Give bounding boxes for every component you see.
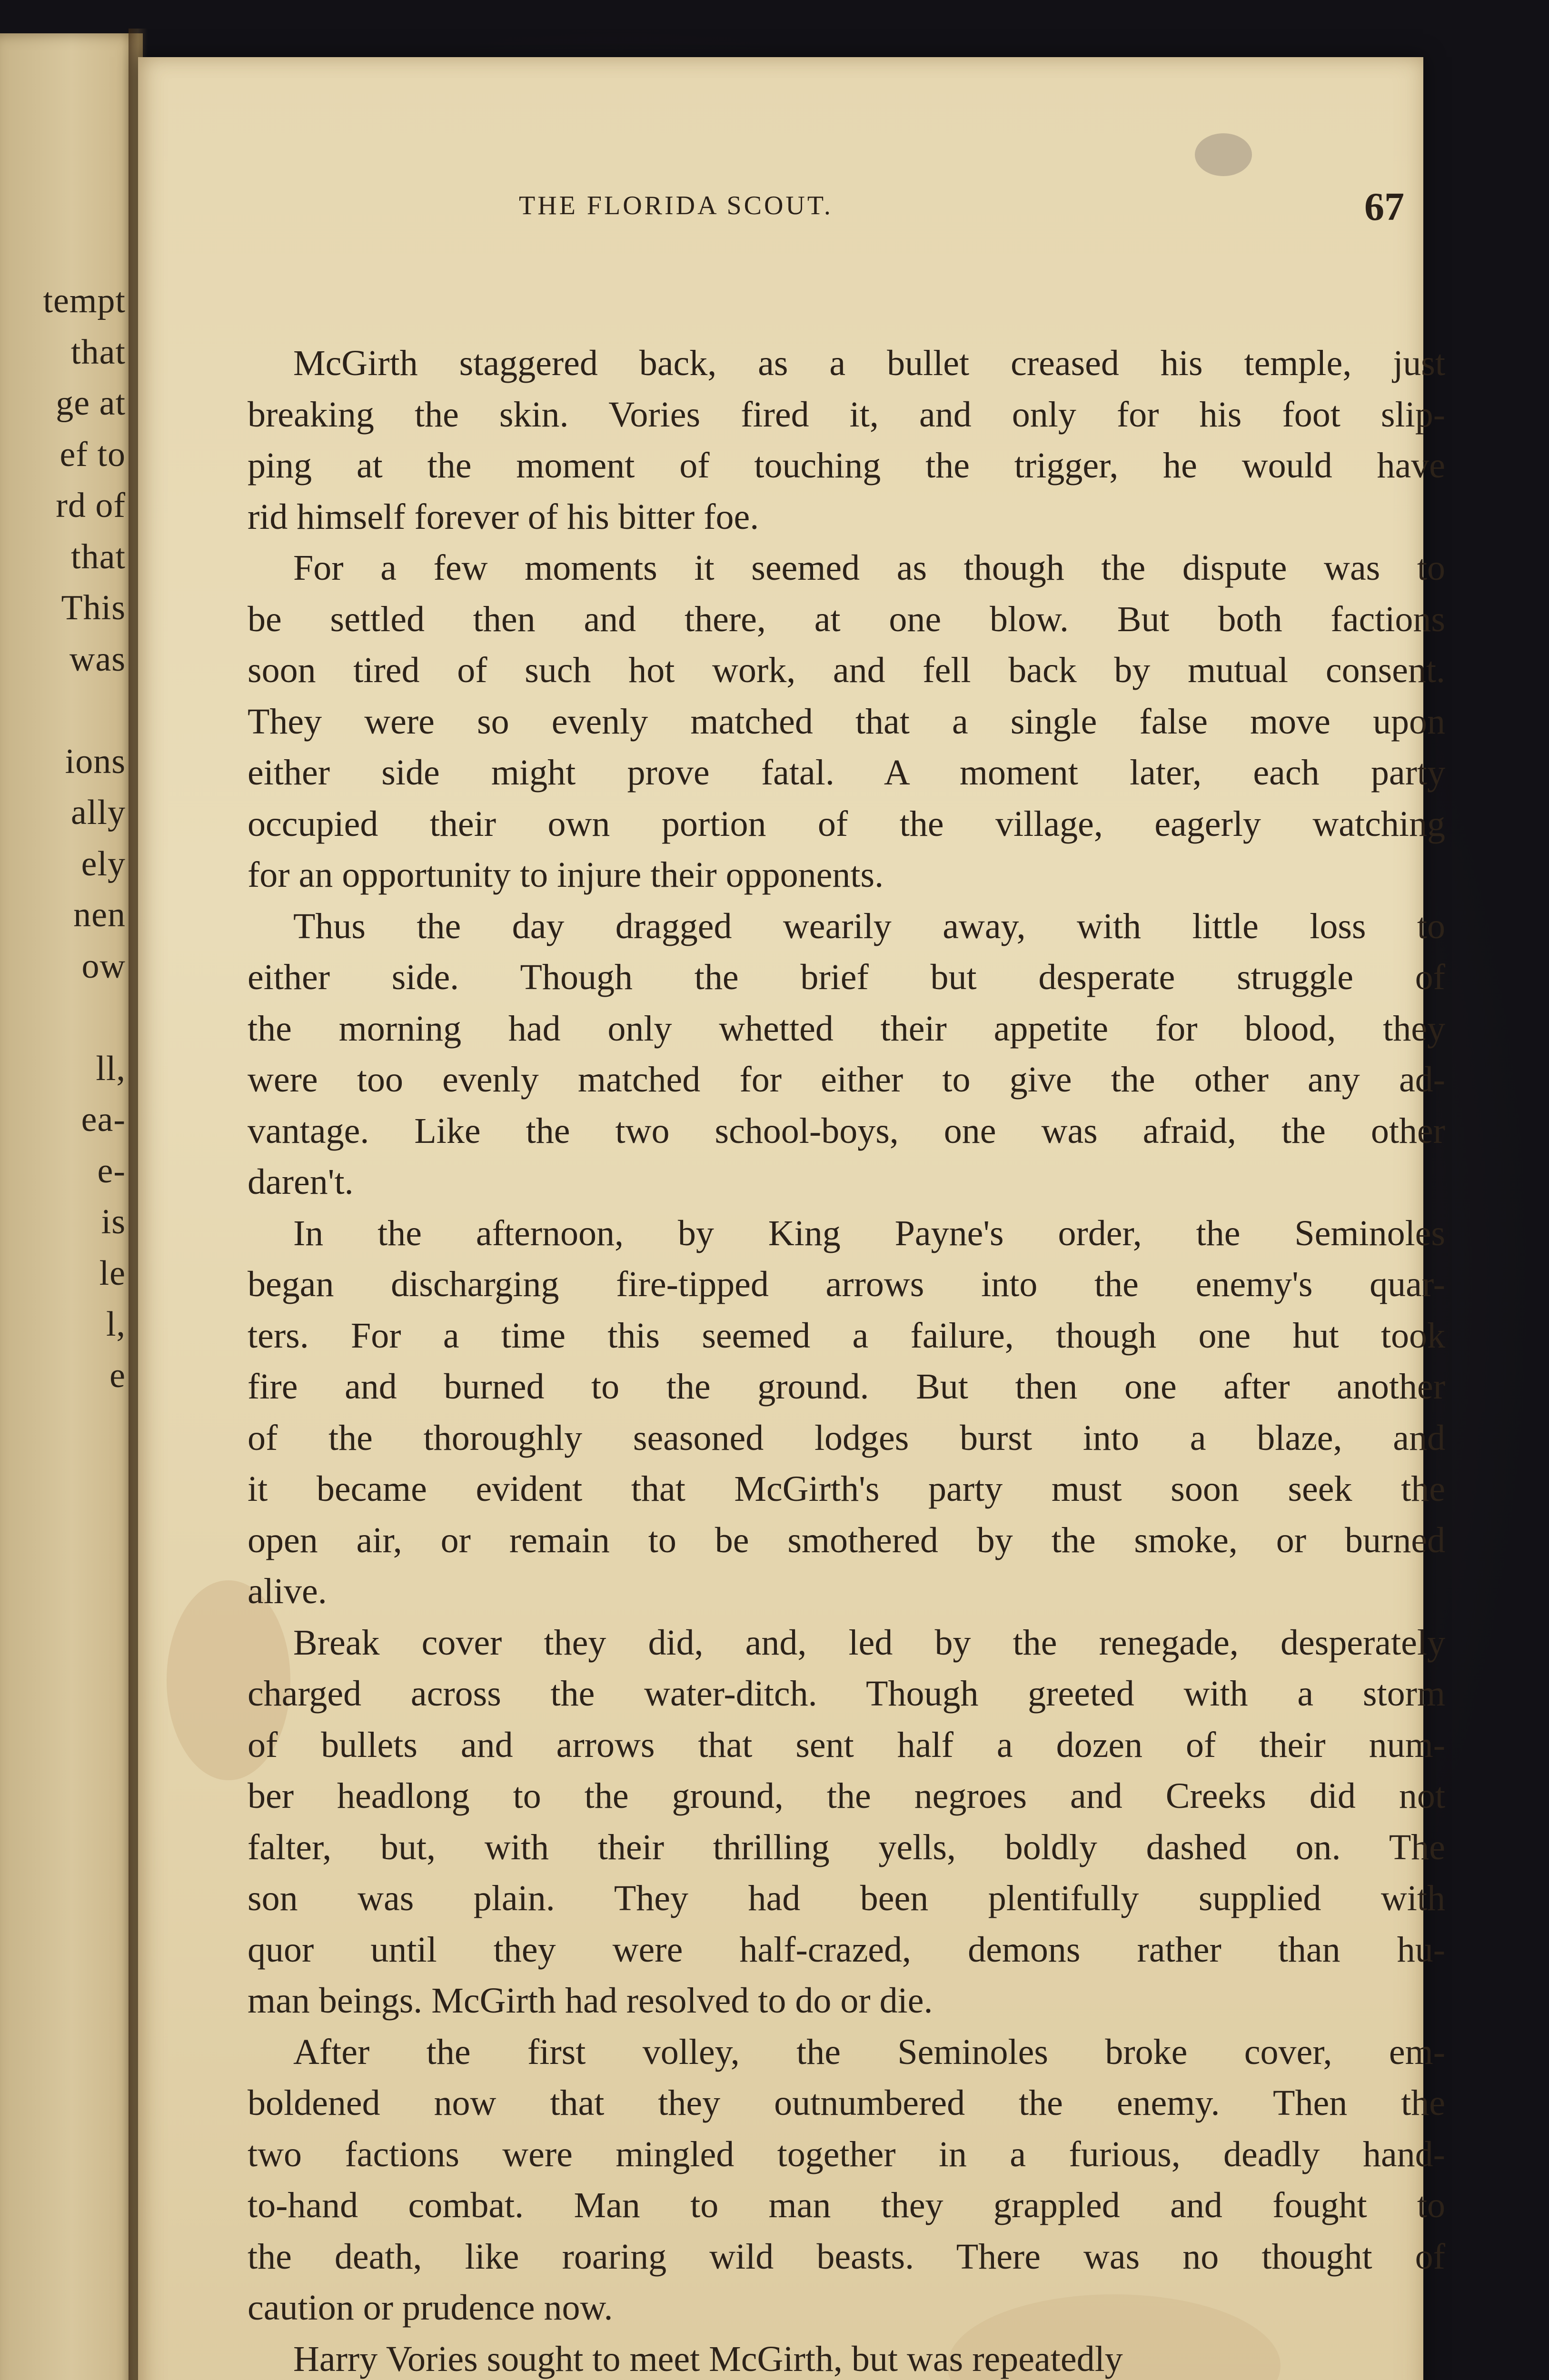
text-line: fire and burned to the ground. But then one after another — [248, 1367, 1445, 1407]
text-line: man beings. McGirth had resolved to do or die. — [248, 1981, 933, 2021]
paragraph — [248, 338, 1445, 543]
text-line: occupied their own portion of the village, eagerly watching — [248, 803, 1445, 844]
left-page-fragment: that — [71, 332, 126, 372]
text-line: For a few moments it seemed as though the dispute was to — [293, 548, 1445, 588]
paragraph — [248, 1617, 1445, 2027]
left-page-fragment: ge at — [56, 384, 126, 423]
left-page-fragment: that — [71, 537, 126, 576]
left-page-fragment: tempt — [43, 281, 126, 320]
left-page-fragment: ef to — [60, 435, 126, 474]
left-page-fragment: ow — [81, 946, 126, 986]
text-line: soon tired of such hot work, and fell back by mutual consent. — [248, 650, 1445, 690]
text-line: After the first volley, the Seminoles broke cover, em- — [293, 2032, 1445, 2072]
text-line: of bullets and arrows that sent half a dozen of their num- — [248, 1725, 1445, 1765]
text-line: son was plain. They had been plentifully supplied with — [248, 1878, 1445, 1918]
left-page-fragment: ely — [81, 844, 126, 883]
left-page-fragment: was — [69, 639, 126, 679]
paragraph — [248, 1208, 1445, 1617]
text-line: it became evident that McGirth's party must soon seek the — [248, 1469, 1445, 1509]
left-page-fragment: This — [61, 588, 126, 627]
text-line: Harry Vories sought to meet McGirth, but was repeatedly — [293, 2339, 1123, 2379]
body-text — [248, 338, 1445, 2380]
text-line: open air, or remain to be smothered by the smoke, or burned — [248, 1520, 1445, 1560]
text-line: In the afternoon, by King Payne's order, the Seminoles — [293, 1213, 1445, 1253]
running-head-title: THE FLORIDA SCOUT. — [519, 191, 833, 220]
text-line: for an opportunity to injure their opponents. — [248, 855, 884, 895]
left-page-fragment: is — [101, 1202, 126, 1241]
text-line: the death, like roaring wild beasts. There was no thought of — [248, 2236, 1445, 2277]
text-line: either side. Though the brief but desperate struggle of — [248, 957, 1445, 997]
paragraph — [248, 543, 1445, 901]
text-line: daren't. — [248, 1162, 354, 1202]
text-line: were too evenly matched for either to give the other any ad- — [248, 1060, 1445, 1100]
text-line: falter, but, with their thrilling yells, boldly dashed on. The — [248, 1827, 1445, 1867]
text-line: two factions were mingled together in a furious, deadly hand- — [248, 2134, 1445, 2174]
page-stain — [1195, 133, 1252, 176]
text-line: Break cover they did, and, led by the renegade, desperately — [293, 1622, 1445, 1663]
text-line: began discharging fire-tipped arrows into the enemy's quar- — [248, 1264, 1445, 1304]
text-line: ber headlong to the ground, the negroes and Creeks did not — [248, 1776, 1445, 1816]
left-page-fragment: ions — [65, 742, 126, 781]
text-line: be settled then and there, at one blow. But both factions — [248, 599, 1445, 639]
left-page-fragment: l, — [106, 1305, 126, 1344]
paragraph — [248, 2027, 1445, 2334]
text-line: vantage. Like the two school-boys, one was afraid, the other — [248, 1111, 1445, 1151]
text-line: boldened now that they outnumbered the enemy. Then the — [248, 2083, 1445, 2123]
text-line: rid himself forever of his bitter foe. — [248, 496, 759, 537]
left-page-fragment: ally — [71, 793, 126, 832]
text-line: ters. For a time this seemed a failure, though one hut took — [248, 1315, 1445, 1356]
text-line: Thus the day dragged wearily away, with little loss to — [293, 906, 1445, 946]
running-head — [138, 185, 1423, 229]
left-page-fragment: le — [99, 1253, 126, 1293]
book-page — [138, 57, 1445, 2380]
text-line: to-hand combat. Man to man they grappled and fought to — [248, 2185, 1445, 2225]
page-number: 67 — [1364, 185, 1404, 229]
text-line: breaking the skin. Vories fired it, and only for his foot slip- — [248, 394, 1445, 435]
text-line: of the thoroughly seasoned lodges burst into a blaze, and — [248, 1418, 1445, 1458]
text-line: the morning had only whetted their appetite for blood, they — [248, 1008, 1445, 1049]
text-line: caution or prudence now. — [248, 2288, 613, 2328]
text-line: ping at the moment of touching the trigger, he would have — [248, 446, 1445, 486]
text-line: alive. — [248, 1571, 327, 1611]
text-line: charged across the water-ditch. Though greeted with a storm — [248, 1674, 1445, 1714]
text-line: McGirth staggered back, as a bullet creased his temple, just — [293, 343, 1445, 383]
paragraph — [248, 901, 1445, 1208]
left-page-fragment: e — [109, 1356, 126, 1395]
left-page-fragment: nen — [73, 895, 126, 934]
left-page-fragment: ll, — [96, 1049, 126, 1088]
paragraph — [248, 2334, 1445, 2380]
left-page-fragment: ea- — [81, 1100, 126, 1139]
text-line: They were so evenly matched that a single false move upon — [248, 701, 1445, 742]
left-page-fragment: rd of — [56, 486, 126, 525]
text-line: quor until they were half-crazed, demons rather than hu- — [248, 1929, 1445, 1970]
text-line: either side might prove fatal. A moment later, each party — [248, 753, 1445, 793]
left-page-fragment: e- — [97, 1151, 126, 1190]
left-page-edge — [0, 33, 143, 2380]
